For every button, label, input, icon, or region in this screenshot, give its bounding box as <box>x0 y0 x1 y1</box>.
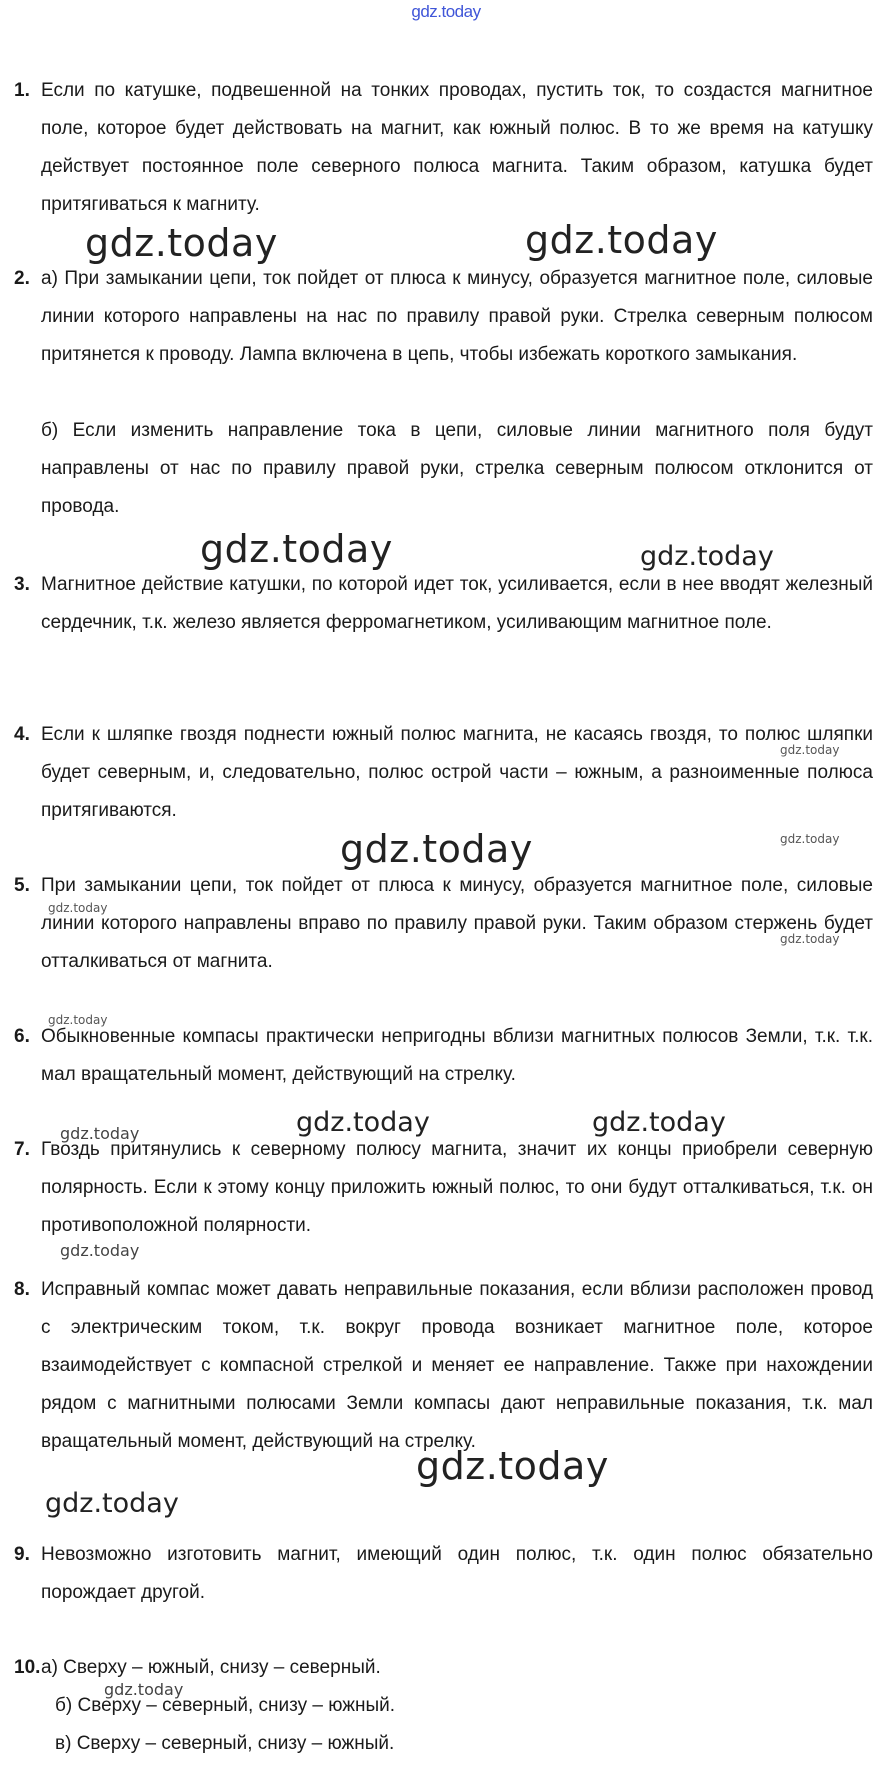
item-9-number: 9. <box>14 1544 30 1565</box>
item-5-number: 5. <box>14 875 30 896</box>
watermark: gdz.today <box>592 1107 726 1138</box>
watermark: gdz.today <box>104 1680 184 1699</box>
watermark: gdz.today <box>416 1444 609 1488</box>
watermark: gdz.today <box>48 1013 108 1027</box>
item-5-text: При замыкании цепи, ток пойдет от плюса к минусу, образуется магнитное поле, силовые линии которого направлены вправо по правилу правой руки. Таким образом стержень будет отталкиваться от магнита. <box>41 875 873 972</box>
item-8-number: 8. <box>14 1279 30 1300</box>
watermark: gdz.today <box>60 1124 140 1143</box>
header-watermark: gdz.today <box>411 2 481 21</box>
watermark: gdz.today <box>780 932 840 946</box>
item-10-b: б) Сверху – северный, снизу – южный. <box>55 1695 396 1716</box>
watermark: gdz.today <box>48 901 108 915</box>
item-3-number: 3. <box>14 574 30 595</box>
item-1-text: Если по катушке, подвешенной на тонких проводах, пустить ток, то создастся магнитное поле, которое будет действовать на магнит, как южный полюс. В то же время на катушку действует постоянное поле северного полюса магнита. Таким образом, катушка будет притягиваться к магниту. <box>41 80 873 215</box>
watermark: gdz.today <box>85 221 278 265</box>
item-6-text: Обыкновенные компасы практически непригодны вблизи магнитных полюсов Земли, т.к. т.к. мал вращательный момент, действующий на стрелку. <box>41 1026 873 1085</box>
watermark: gdz.today <box>45 1488 179 1519</box>
item-7-text: Гвоздь притянулись к северному полюсу магнита, значит их концы приобрели северную полярность. Если к этому концу приложить южный полюс, то они будут отталкиваться, т.к. он противоположной полярности. <box>41 1139 873 1236</box>
watermark: gdz.today <box>296 1107 430 1138</box>
item-10-c: в) Сверху – северный, снизу – южный. <box>55 1733 395 1754</box>
item-6-number: 6. <box>14 1026 30 1047</box>
item-1-number: 1. <box>14 80 30 101</box>
watermark: gdz.today <box>640 541 774 572</box>
item-8-text: Исправный компас может давать неправильные показания, если вблизи расположен провод с электрическим током, т.к. вокруг провода возникает магнитное поле, которое взаимодействует с компасной стрелкой и меняет ее направление. Также при нахождении рядом с магнитными полюсами Земли компасы дают неправильные показания, т.к. мал вращательный момент, действующий на стрелку. <box>41 1279 873 1452</box>
watermark: gdz.today <box>525 218 718 262</box>
item-7-number: 7. <box>14 1139 30 1160</box>
item-4-number: 4. <box>14 724 30 745</box>
item-3-text: Магнитное действие катушки, по которой идет ток, усиливается, если в нее вводят железный сердечник, т.к. железо является ферромагнетиком, усиливающим магнитное поле. <box>41 574 873 633</box>
item-4-text: Если к шляпке гвоздя поднести южный полюс магнита, не касаясь гвоздя, то полюс шляпки будет северным, и, следовательно, полюс острой части – южным, а разноименные полюса притягиваются. <box>41 724 873 821</box>
item-10-a: а) Сверху – южный, снизу – северный. <box>41 1657 381 1678</box>
item-10-number: 10. <box>14 1657 41 1678</box>
item-9-text: Невозможно изготовить магнит, имеющий один полюс, т.к. один полюс обязательно порождает другой. <box>41 1544 873 1603</box>
watermark: gdz.today <box>340 827 533 871</box>
watermark: gdz.today <box>780 832 840 846</box>
watermark: gdz.today <box>780 743 840 757</box>
item-2-text-a: а) При замыкании цепи, ток пойдет от плюса к минусу, образуется магнитное поле, силовые линии которого направлены на нас по правилу правой руки. Стрелка северным полюсом притянется к проводу. Лампа включена в цепь, чтобы избежать короткого замыкания. <box>41 268 873 365</box>
item-2-number: 2. <box>14 268 30 289</box>
watermark: gdz.today <box>200 527 393 571</box>
item-2-text-b: б) Если изменить направление тока в цепи, силовые линии магнитного поля будут направлены от нас по правилу правой руки, стрелка северным полюсом отклонится от провода. <box>41 420 873 517</box>
watermark: gdz.today <box>60 1241 140 1260</box>
